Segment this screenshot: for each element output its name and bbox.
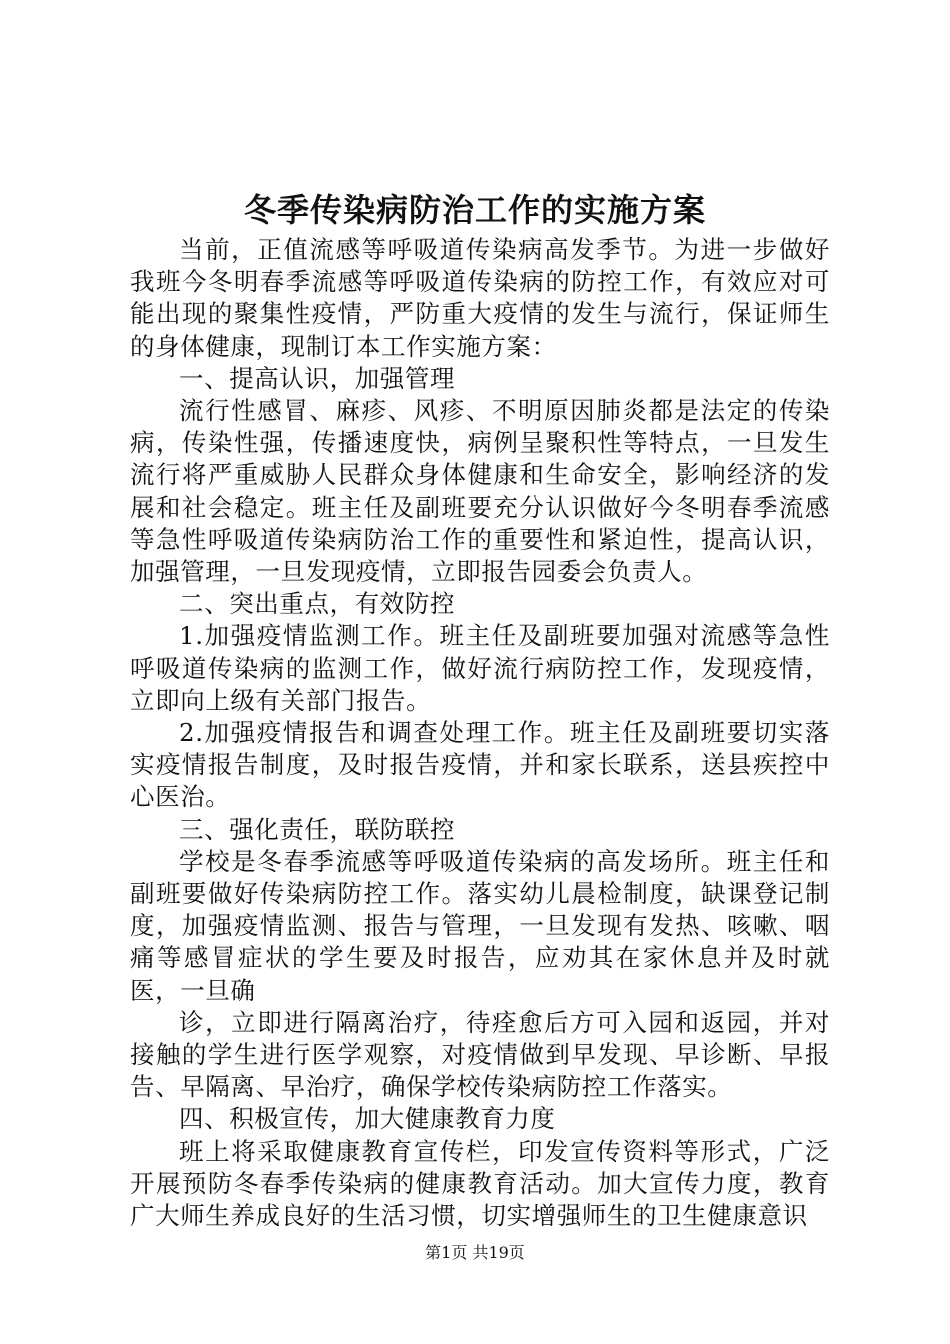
document-body <box>130 234 830 1232</box>
section-3-paragraph: 学校是冬春季流感等呼吸道传染病的高发场所。班主任和副班要做好传染病防控工作。落实幼儿晨检制度，缺课登记制度，加强疫情监测、报告与管理，一旦发现有发热、咳嗽、咽痛等感冒症状的学生要及时报告，应劝其在家休息并及时就医，一旦确 <box>130 846 830 1005</box>
section-heading-2: 二、突出重点，有效防控 <box>179 589 456 619</box>
section-2-item-1: 1.加强疫情监测工作。班主任及副班要加强对流感等急性呼吸道传染病的监测工作，做好流行病防控工作，发现疫情，立即向上级有关部门报告。 <box>130 621 830 715</box>
section-2-item-2: 2.加强疫情报告和调查处理工作。班主任及副班要切实落实疫情报告制度，及时报告疫情，并和家长联系，送县疾控中心医治。 <box>130 718 830 812</box>
document-title: 冬季传染病防治工作的实施方案 <box>243 191 706 229</box>
section-heading-3: 三、强化责任，联防联控 <box>179 814 456 844</box>
page-number-footer: 第1页 共19页 <box>425 1243 525 1262</box>
section-heading-1: 一、提高认识，加强管理 <box>179 363 456 393</box>
section-heading-4: 四、积极宣传，加大健康教育力度 <box>179 1104 556 1134</box>
intro-paragraph: 当前，正值流感等呼吸道传染病高发季节。为进一步做好我班今冬明春季流感等呼吸道传染病的防控工作，有效应对可能出现的聚集性疫情，严防重大疫情的发生与流行，保证师生的身体健康，现制订本工作实施方案： <box>130 235 830 361</box>
section-3-paragraph-continued: 诊，立即进行隔离治疗，待痊愈后方可入园和返园，并对接触的学生进行医学观察，对疫情做到早发现、早诊断、早报告、早隔离、早治疗，确保学校传染病防控工作落实。 <box>130 1007 830 1102</box>
section-1-paragraph: 流行性感冒、麻疹、风疹、不明原因肺炎都是法定的传染病，传染性强，传播速度快，病例呈聚积性等特点，一旦发生流行将严重威胁人民群众身体健康和生命安全，影响经济的发展和社会稳定。班主任及副班要充分认识做好今冬明春季流感等急性呼吸道传染病防治工作的重要性和紧迫性，提高认识，加强管理，一旦发现疫情，立即报告园委会负责人。 <box>130 396 830 587</box>
section-4-paragraph: 班上将采取健康教育宣传栏，印发宣传资料等形式，广泛开展预防冬春季传染病的健康教育活动。加大宣传力度，教育广大师生养成良好的生活习惯，切实增强师生的卫生健康意识 <box>130 1136 830 1231</box>
